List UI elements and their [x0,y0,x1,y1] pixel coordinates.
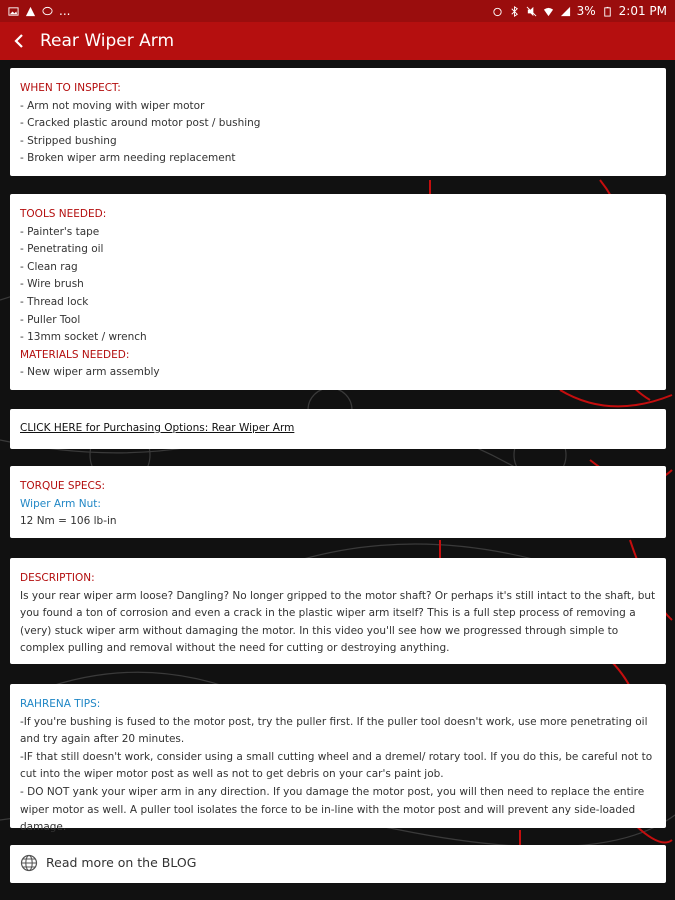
clock: 2:01 PM [618,4,667,18]
list-item: - Puller Tool [20,313,81,326]
torque-value: 12 Nm = 106 lb-in [20,515,117,528]
mute-icon [526,6,537,17]
tools-card [10,194,666,390]
warning-icon [25,6,36,17]
battery-icon [602,6,613,17]
description-text: Is your rear wiper arm loose? Dangling? No longer gripped to the motor shaft? Or perhaps it's still intact to the shaft, but you found a ton of corrosion and even a crack in the plastic wiper arm itself? This is a full step process of removing a (very) stuck wiper arm without damaging the motor. In this video you'll see how we progressed through simple to complex pulling and removal without the need for cutting or destroying anything. [20,589,656,655]
list-item: - Penetrating oil [20,243,104,256]
list-item: - Wire brush [20,278,84,291]
list-item: - Thread lock [20,295,89,308]
torque-card [10,466,666,538]
signal-icon [560,6,571,17]
tip-item: - DO NOT yank your wiper arm in any direction. If you damage the motor post, you will then need to replace the entire wiper motor as well. A puller tool isolates the force to be in-line with the motor post and will prevent any side-loaded damage. [20,785,645,834]
chevron-left-icon [13,33,25,49]
status-more: ... [59,4,71,18]
list-item: - Stripped bushing [20,134,117,147]
tips-card [10,684,666,834]
list-item: - Painter's tape [20,225,100,238]
description-heading: DESCRIPTION: [20,572,95,584]
torque-heading: TORQUE SPECS: [20,480,106,492]
page-title: Rear Wiper Arm [40,31,174,51]
blog-link[interactable] [20,854,656,872]
status-bar [0,0,675,22]
tip-item: -IF that still doesn't work, consider using a small cutting wheel and a dremel/ rotary tool. If you do this, be careful not to cut into the wiper motor post as well as not to get debris on your car's paint job. [20,750,653,781]
inspect-card [10,68,666,176]
torque-subheading: Wiper Arm Nut: [20,497,101,510]
purchase-link[interactable]: CLICK HERE for Purchasing Options: Rear Wiper Arm [20,422,295,434]
chat-icon [42,6,53,17]
purchase-card [10,409,666,449]
tools-heading: TOOLS NEEDED: [20,208,107,220]
description-card [10,558,666,664]
blog-label: Read more on the BLOG [46,855,197,871]
tips-heading: RAHRENA TIPS: [20,698,101,710]
list-item: - New wiper arm assembly [20,366,160,379]
inspect-heading: WHEN TO INSPECT: [20,82,121,94]
list-item: - Clean rag [20,260,78,273]
materials-heading: MATERIALS NEEDED: [20,348,130,361]
app-bar [0,22,675,60]
wifi-icon [543,6,554,17]
list-item: - Cracked plastic around motor post / bushing [20,117,261,130]
back-button[interactable] [8,30,30,52]
battery-level: 3% [576,4,596,18]
tip-item: -If you're bushing is fused to the motor post, try the puller first. If the puller tool doesn't work, use more penetrating oil and try again after 20 minutes. [20,715,648,746]
list-item: - Broken wiper arm needing replacement [20,152,236,165]
list-item: - 13mm socket / wrench [20,331,147,344]
globe-icon [20,854,38,872]
bluetooth-icon [509,6,520,17]
photo-icon [8,6,19,17]
blog-card[interactable] [10,845,666,883]
alarm-icon [492,6,503,17]
list-item: - Arm not moving with wiper motor [20,99,205,112]
